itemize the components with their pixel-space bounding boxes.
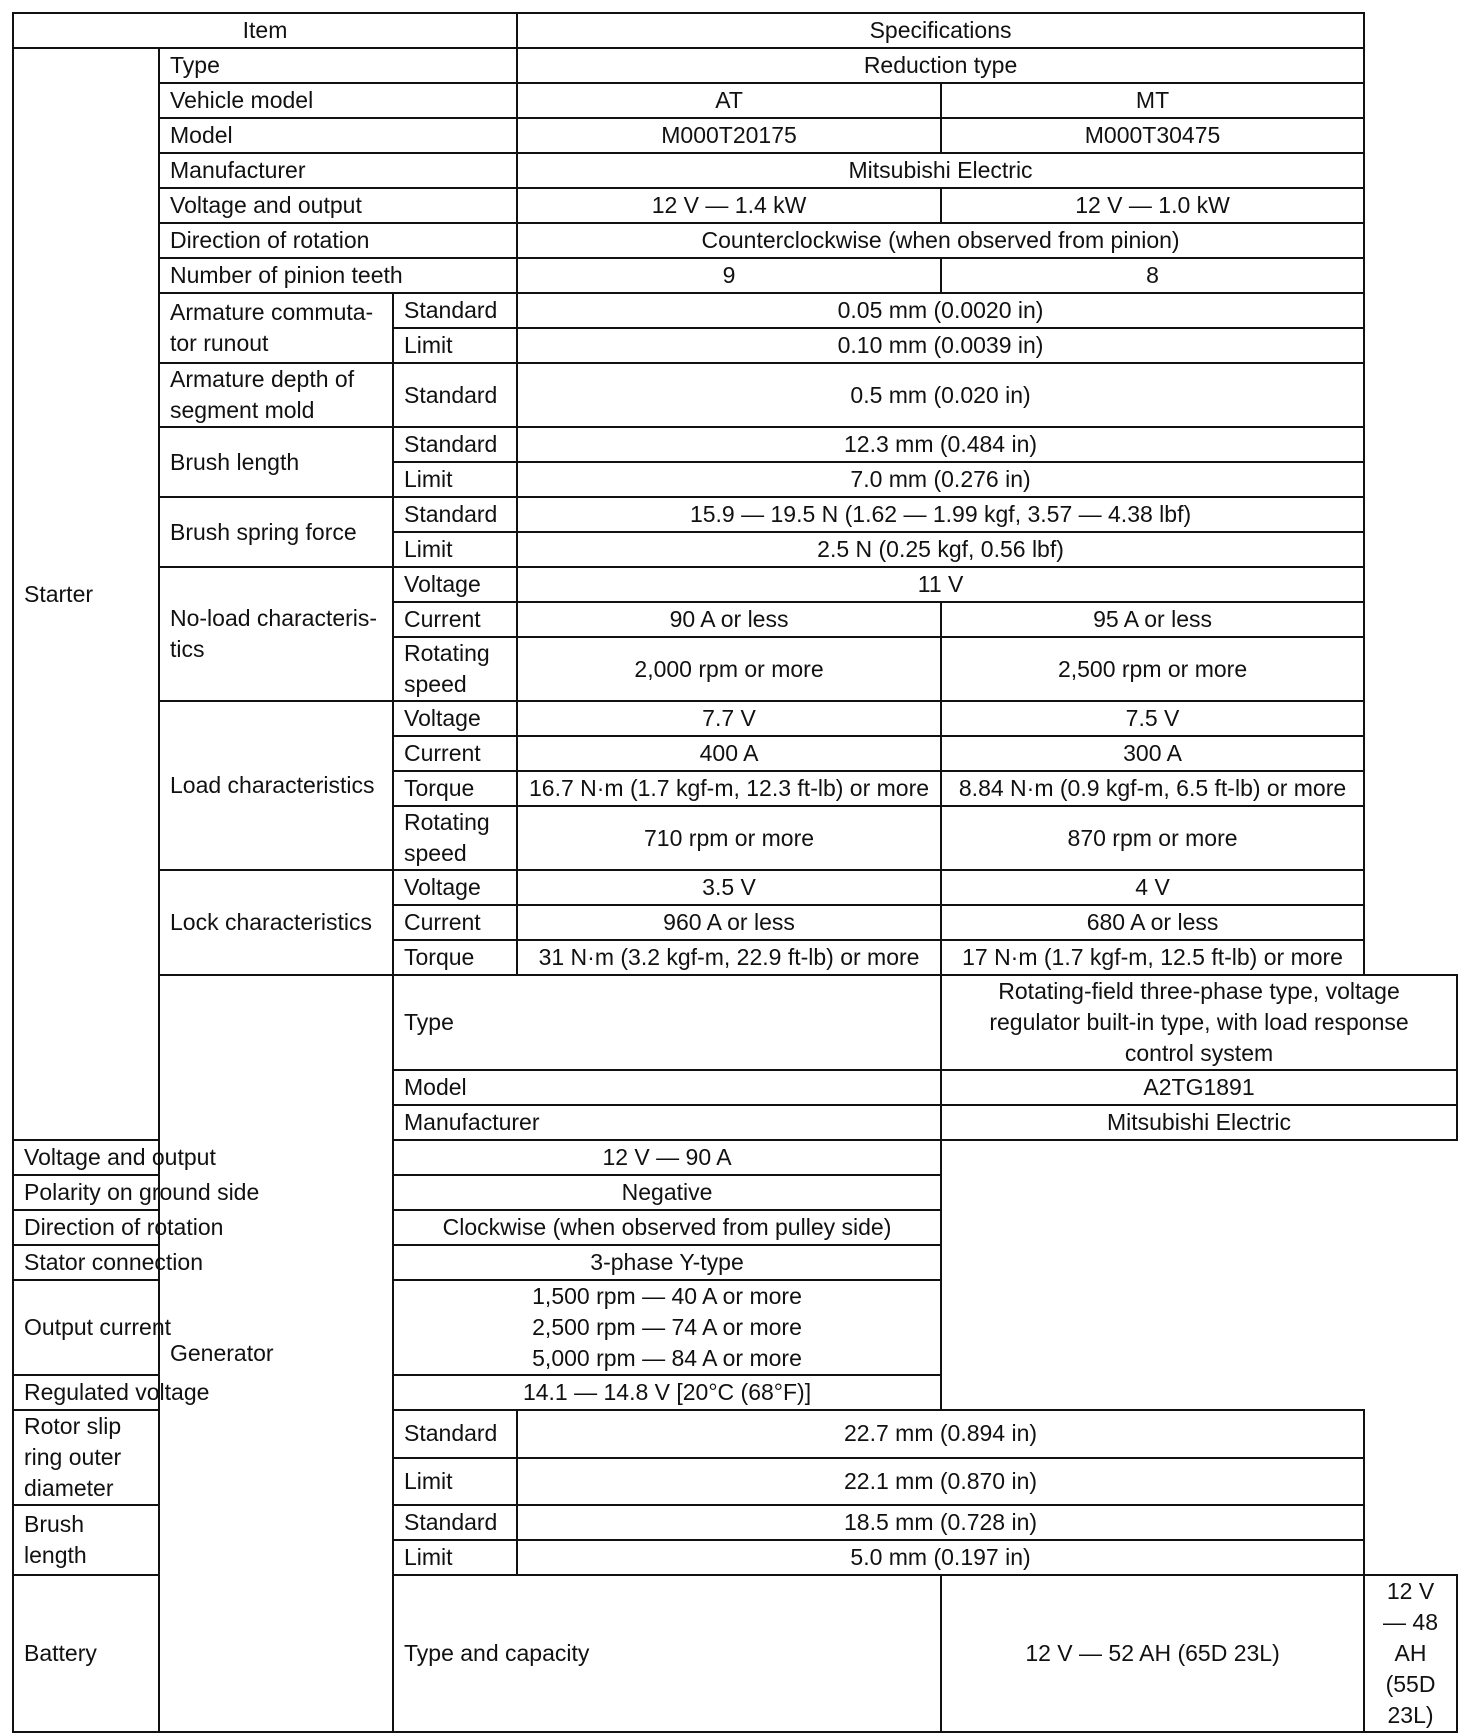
table-row (13, 153, 1457, 188)
row-value: 22.7 mm (0.894 in) (517, 1410, 1364, 1458)
row-value: Mitsubishi Electric (941, 1105, 1457, 1140)
row-value: Counterclockwise (when observed from pinion) (517, 223, 1364, 258)
sub-label: Standard (393, 293, 517, 328)
output-current-line: 1,500 rpm — 40 A or more (532, 1283, 802, 1309)
row-label: Direction of rotation (159, 223, 517, 258)
table-row (13, 870, 1457, 905)
table-row (13, 223, 1457, 258)
group-label: Armature depth of segment mold (159, 363, 393, 427)
table-row (13, 293, 1457, 328)
table-row (13, 118, 1457, 153)
sub-label: Limit (393, 328, 517, 363)
value-mt: 2,500 rpm or more (941, 637, 1364, 701)
row-label: Stator connection (13, 1245, 393, 1280)
row-label: Voltage and output (13, 1140, 393, 1175)
row-label: Type (159, 48, 517, 83)
value-at: 12 V — 1.4 kW (517, 188, 941, 223)
value-mt: 8.84 N·m (0.9 kgf-m, 6.5 ft-lb) or more (941, 771, 1364, 806)
sub-label: Current (393, 905, 517, 940)
row-label: Type and capacity (393, 1575, 941, 1732)
sub-label: Limit (393, 1540, 517, 1575)
sub-label: Torque (393, 940, 517, 975)
row-value: Negative (393, 1175, 941, 1210)
sub-label: Standard (393, 1505, 517, 1540)
row-label: Direction of rotation (13, 1210, 393, 1245)
value-mt: M000T30475 (941, 118, 1364, 153)
sub-label: Voltage (393, 870, 517, 905)
table-row (13, 1375, 1457, 1410)
row-label: Polarity on ground side (13, 1175, 393, 1210)
output-current-line: 5,000 rpm — 84 A or more (532, 1345, 802, 1371)
value-at: 960 A or less (517, 905, 941, 940)
row-value: Mitsubishi Electric (517, 153, 1364, 188)
table-row (13, 83, 1457, 118)
group-label: Lock characteristics (159, 870, 393, 975)
value-mt: 12 V — 48 AH (55D 23L) (1364, 1575, 1457, 1732)
row-value: 7.0 mm (0.276 in) (517, 462, 1364, 497)
table-row (13, 363, 1457, 427)
header-item: Item (13, 13, 517, 48)
group-label: Armature commuta-tor runout (159, 293, 393, 363)
group-label: Brush length (13, 1505, 159, 1575)
value-at: 7.7 V (517, 701, 941, 736)
sub-label: Limit (393, 532, 517, 567)
value-at: 710 rpm or more (517, 806, 941, 870)
table-row (13, 258, 1457, 293)
value-mt: 8 (941, 258, 1364, 293)
row-label: Model (393, 1070, 941, 1105)
group-label: Brush spring force (159, 497, 393, 567)
value-mt: 4 V (941, 870, 1364, 905)
value-mt: 17 N·m (1.7 kgf-m, 12.5 ft-lb) or more (941, 940, 1364, 975)
row-value: 12.3 mm (0.484 in) (517, 427, 1364, 462)
section-generator: Generator (159, 975, 393, 1732)
row-value: 12 V — 90 A (393, 1140, 941, 1175)
value-at: 16.7 N·m (1.7 kgf-m, 12.3 ft-lb) or more (517, 771, 941, 806)
table-row (13, 1210, 1457, 1245)
value-mt: 680 A or less (941, 905, 1364, 940)
value-at: 3.5 V (517, 870, 941, 905)
row-label: Model (159, 118, 517, 153)
section-battery: Battery (13, 1575, 159, 1732)
table-row (13, 1175, 1457, 1210)
sub-label: Standard (393, 363, 517, 427)
value-at: 31 N·m (3.2 kgf-m, 22.9 ft-lb) or more (517, 940, 941, 975)
row-label: Output current (13, 1280, 393, 1375)
row-value: 0.05 mm (0.0020 in) (517, 293, 1364, 328)
value-at: 12 V — 52 AH (65D 23L) (941, 1575, 1364, 1732)
row-value: 18.5 mm (0.728 in) (517, 1505, 1364, 1540)
row-value: 11 V (517, 567, 1364, 602)
row-label: Regulated voltage (13, 1375, 393, 1410)
value-mt: 7.5 V (941, 701, 1364, 736)
group-label: Load characteristics (159, 701, 393, 870)
group-label: Rotor slip ring outer diameter (13, 1410, 159, 1505)
sub-label: Limit (393, 1458, 517, 1506)
row-value: 5.0 mm (0.197 in) (517, 1540, 1364, 1575)
sub-label: Voltage (393, 701, 517, 736)
table-row (13, 701, 1457, 736)
group-label: No-load characteris-tics (159, 567, 393, 701)
sub-label: Standard (393, 1410, 517, 1458)
group-label: Brush length (159, 427, 393, 497)
sub-label: Standard (393, 427, 517, 462)
row-value: 15.9 — 19.5 N (1.62 — 1.99 kgf, 3.57 — 4.38 lbf) (517, 497, 1364, 532)
row-value: 3-phase Y-type (393, 1245, 941, 1280)
table-row (13, 427, 1457, 462)
value-at: 9 (517, 258, 941, 293)
row-value: Reduction type (517, 48, 1364, 83)
value-mt: 12 V — 1.0 kW (941, 188, 1364, 223)
value-mt: MT (941, 83, 1364, 118)
sub-label: Limit (393, 462, 517, 497)
table-row (13, 48, 1457, 83)
row-value: Clockwise (when observed from pulley side) (393, 1210, 941, 1245)
sub-label: Current (393, 736, 517, 771)
specifications-table (12, 12, 1458, 1733)
header-specifications: Specifications (517, 13, 1364, 48)
row-value: 2.5 N (0.25 kgf, 0.56 lbf) (517, 532, 1364, 567)
value-mt: 95 A or less (941, 602, 1364, 637)
row-value: 22.1 mm (0.870 in) (517, 1458, 1364, 1506)
value-mt: 870 rpm or more (941, 806, 1364, 870)
output-current-values (393, 1280, 941, 1375)
row-label: Type (393, 975, 941, 1070)
row-value: A2TG1891 (941, 1070, 1457, 1105)
table-row (13, 188, 1457, 223)
value-at: 400 A (517, 736, 941, 771)
sub-label: Standard (393, 497, 517, 532)
row-label: Manufacturer (393, 1105, 941, 1140)
sub-label: Rotating speed (393, 637, 517, 701)
table-row (13, 497, 1457, 532)
table-row (13, 1140, 1457, 1175)
sub-label: Rotating speed (393, 806, 517, 870)
row-value: 0.5 mm (0.020 in) (517, 363, 1364, 427)
value-at: 2,000 rpm or more (517, 637, 941, 701)
header-row (13, 13, 1457, 48)
table-row (13, 567, 1457, 602)
value-at: 90 A or less (517, 602, 941, 637)
row-label: Voltage and output (159, 188, 517, 223)
row-label: Manufacturer (159, 153, 517, 188)
row-value: 14.1 — 14.8 V [20°C (68°F)] (393, 1375, 941, 1410)
sub-label: Voltage (393, 567, 517, 602)
table-row (13, 1245, 1457, 1280)
row-label: Number of pinion teeth (159, 258, 517, 293)
row-label: Vehicle model (159, 83, 517, 118)
row-value: 0.10 mm (0.0039 in) (517, 328, 1364, 363)
sub-label: Torque (393, 771, 517, 806)
value-at: M000T20175 (517, 118, 941, 153)
row-value: Rotating-field three-phase type, voltage regulator built-in type, with load response control system (941, 975, 1457, 1070)
table-row (13, 975, 1457, 1070)
value-mt: 300 A (941, 736, 1364, 771)
output-current-line: 2,500 rpm — 74 A or more (532, 1314, 802, 1340)
sub-label: Current (393, 602, 517, 637)
section-starter: Starter (13, 48, 159, 1140)
value-at: AT (517, 83, 941, 118)
